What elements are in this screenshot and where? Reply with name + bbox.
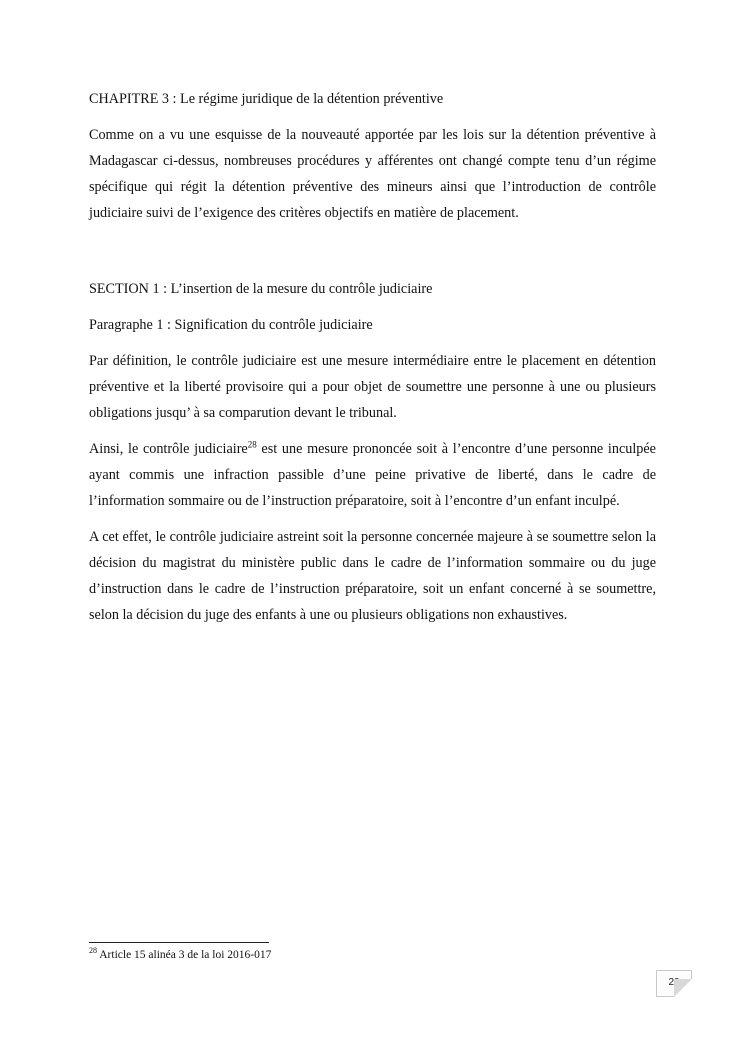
footnote-number: 28 bbox=[89, 946, 97, 956]
judicial-control-paragraph bbox=[89, 436, 656, 514]
chapter-intro-paragraph: Comme on a vu une esquisse de la nouveauté apportée par les lois sur la détention préventive à Madagascar ci-dessus, nombreuses procédures y afférentes ont changé compte tenu d’un régime spécifique qui régit la détention préventive des mineurs ainsi que l’introduction de contrôle judiciaire suivi de l’exigence des critères objectifs en matière de placement. bbox=[89, 127, 656, 221]
paragraph-text-end: est une mesure prononcée soit à l’encontre d’une personne inculpée ayant commis une infraction passible d’une peine privative de liberté, dans le cadre de l’information sommaire ou de l’instruction préparatoire, soit à l’encontre d’un enfant inculpé. bbox=[89, 441, 656, 509]
paragraph-title: Paragraphe 1 : Signification du contrôle judiciaire bbox=[89, 317, 373, 333]
obligations-paragraph: A cet effet, le contrôle judiciaire astreint soit la personne concernée majeure à se soumettre selon la décision du magistrat du ministère public dans le cadre de l’information sommaire ou du juge d’instruction dans le cadre de l’instruction préparatoire, soit un enfant concerné à se soumettre, selon la décision du juge des enfants à une ou plusieurs obligations non exhaustives. bbox=[89, 529, 656, 623]
page-number-box bbox=[656, 970, 692, 997]
definition-paragraph: Par définition, le contrôle judiciaire est une mesure intermédiaire entre le placement en détention préventive et la liberté provisoire qui a pour objet de soumettre une personne à une ou plusieurs obligations jusqu’ à sa comparution devant le tribunal. bbox=[89, 353, 656, 421]
page-body bbox=[89, 86, 656, 638]
footnote bbox=[89, 948, 271, 962]
footnote-separator bbox=[89, 942, 269, 943]
paragraph-text-start: Ainsi, le contrôle judiciaire bbox=[89, 441, 248, 457]
footnote-reference[interactable]: 28 bbox=[247, 439, 257, 450]
footnote-text: Article 15 alinéa 3 de la loi 2016-017 bbox=[97, 949, 272, 961]
page-curl-icon bbox=[674, 979, 692, 997]
section-spacer bbox=[89, 236, 656, 276]
page-number: 20 bbox=[668, 977, 680, 988]
section-title: SECTION 1 : L’insertion de la mesure du contrôle judiciaire bbox=[89, 281, 433, 297]
chapter-title: CHAPITRE 3 : Le régime juridique de la détention préventive bbox=[89, 91, 444, 107]
